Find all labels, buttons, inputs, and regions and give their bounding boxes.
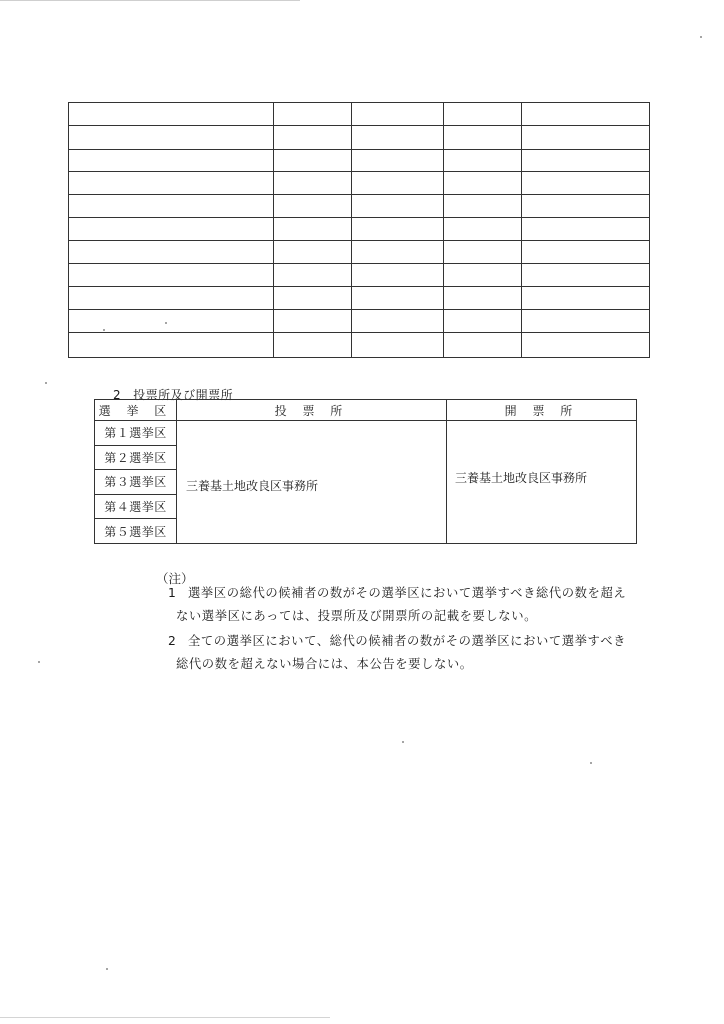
table-header-row: [95, 400, 637, 421]
grid-row-divider: [69, 171, 649, 172]
grid-row-divider: [69, 240, 649, 241]
grid-column-divider: [273, 103, 274, 357]
scan-speck: [590, 762, 592, 764]
polling-place-table: [94, 399, 637, 544]
grid-column-divider: [521, 103, 522, 357]
header-counting-place: 開 票 所: [447, 400, 637, 421]
grid-row-divider: [69, 332, 649, 333]
note-line: ない選挙区にあっては、投票所及び開票所の記載を要しない。: [176, 609, 537, 623]
grid-row-divider: [69, 286, 649, 287]
voting-place-cell: 三養基土地改良区事務所: [177, 421, 447, 544]
section-number: 2: [113, 388, 122, 402]
district-cell: 第３選挙区: [95, 470, 177, 495]
scan-speck: [165, 322, 167, 324]
note-number: 2: [168, 634, 177, 648]
district-cell: 第１選挙区: [95, 421, 177, 446]
grid-row-divider: [69, 194, 649, 195]
scan-speck: [103, 329, 105, 331]
grid-row-divider: [69, 309, 649, 310]
district-cell: 第２選挙区: [95, 445, 177, 470]
header-district: 選 挙 区: [95, 400, 177, 421]
empty-grid-table: [68, 102, 650, 358]
note-line: 全ての選挙区において、総代の候補者の数がその選挙区において選挙すべき: [188, 634, 627, 648]
scan-edge-top: [0, 0, 300, 1]
scan-speck: [38, 661, 40, 663]
note-line: 選挙区の総代の候補者の数がその選挙区において選挙すべき総代の数を超え: [188, 586, 627, 600]
district-cell: 第５選挙区: [95, 519, 177, 544]
section-title: 投票所及び開票所: [133, 388, 234, 402]
scan-speck: [402, 741, 404, 743]
grid-row-divider: [69, 149, 649, 150]
header-voting-place: 投 票 所: [177, 400, 447, 421]
scan-speck: [700, 36, 702, 38]
grid-row-divider: [69, 217, 649, 218]
scan-speck: [106, 968, 108, 970]
scan-speck: [45, 382, 47, 384]
notes-title: （注）: [156, 571, 194, 586]
counting-place-cell: 三養基土地改良区事務所: [447, 421, 637, 544]
grid-row-divider: [69, 125, 649, 126]
grid-column-divider: [443, 103, 444, 357]
note-item: [168, 630, 628, 676]
scan-edge-bottom: [0, 1017, 330, 1018]
grid-column-divider: [351, 103, 352, 357]
note-number: 1: [168, 586, 177, 600]
grid-row-divider: [69, 263, 649, 264]
note-line: 総代の数を超えない場合には、本公告を要しない。: [176, 657, 473, 671]
district-cell: 第４選挙区: [95, 494, 177, 519]
note-item: [168, 582, 628, 628]
table-row: [95, 421, 637, 446]
